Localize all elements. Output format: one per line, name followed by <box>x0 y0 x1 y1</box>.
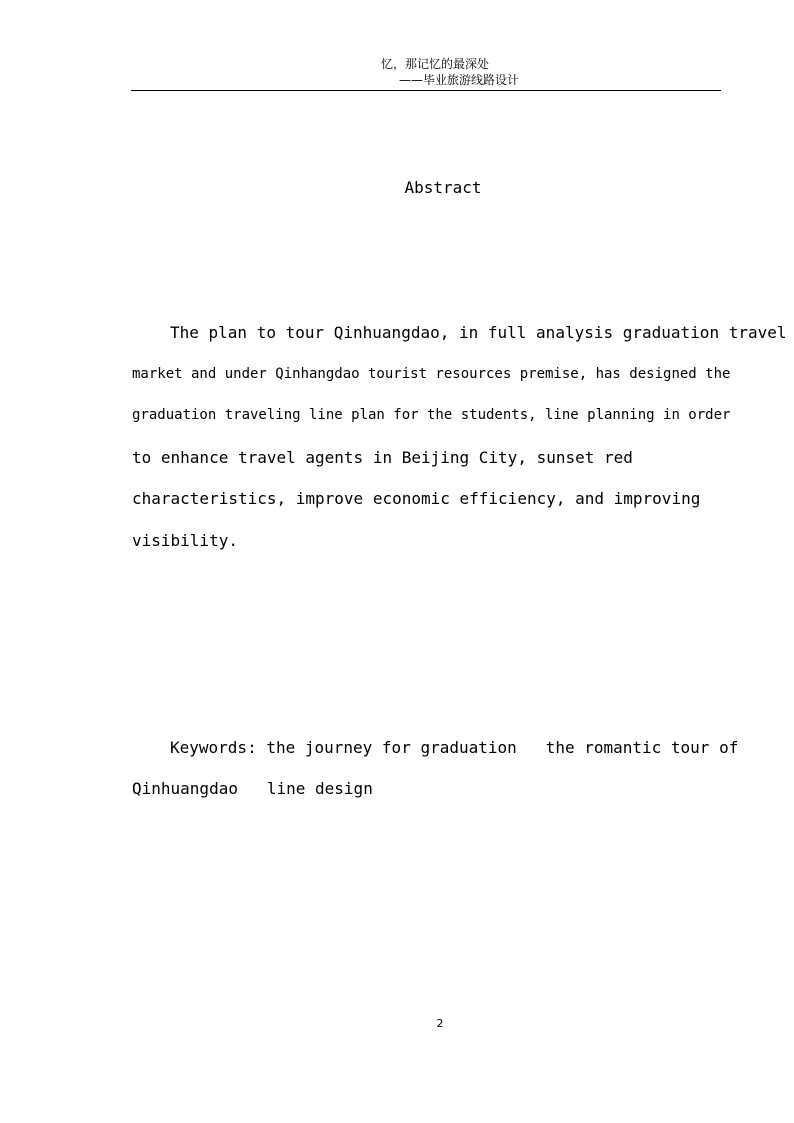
keywords-line: Keywords: the journey for graduation the romantic tour of <box>170 738 739 757</box>
abstract-line: market and under Qinhangdao tourist resources premise, has designed the <box>132 365 731 382</box>
abstract-body <box>132 312 787 561</box>
abstract-heading: Abstract <box>404 178 482 197</box>
page-number: 2 <box>436 1017 444 1030</box>
abstract-line: visibility. <box>132 530 238 550</box>
abstract-line: graduation traveling line plan for the students, line planning in order <box>132 407 731 423</box>
header-subtitle: ——毕业旅游线路设计 <box>399 73 520 87</box>
abstract-line: The plan to tour Qinhuangdao, in full analysis graduation travel <box>170 323 787 342</box>
keywords-block <box>132 727 739 809</box>
abstract-line: characteristics, improve economic efficiency, and improving <box>132 489 701 508</box>
page-header <box>131 56 721 91</box>
keywords-line: Qinhuangdao line design <box>132 779 373 798</box>
header-title: 忆，那记忆的最深处 <box>381 57 490 71</box>
abstract-line: to enhance travel agents in Beijing City, sunset red <box>132 447 633 467</box>
